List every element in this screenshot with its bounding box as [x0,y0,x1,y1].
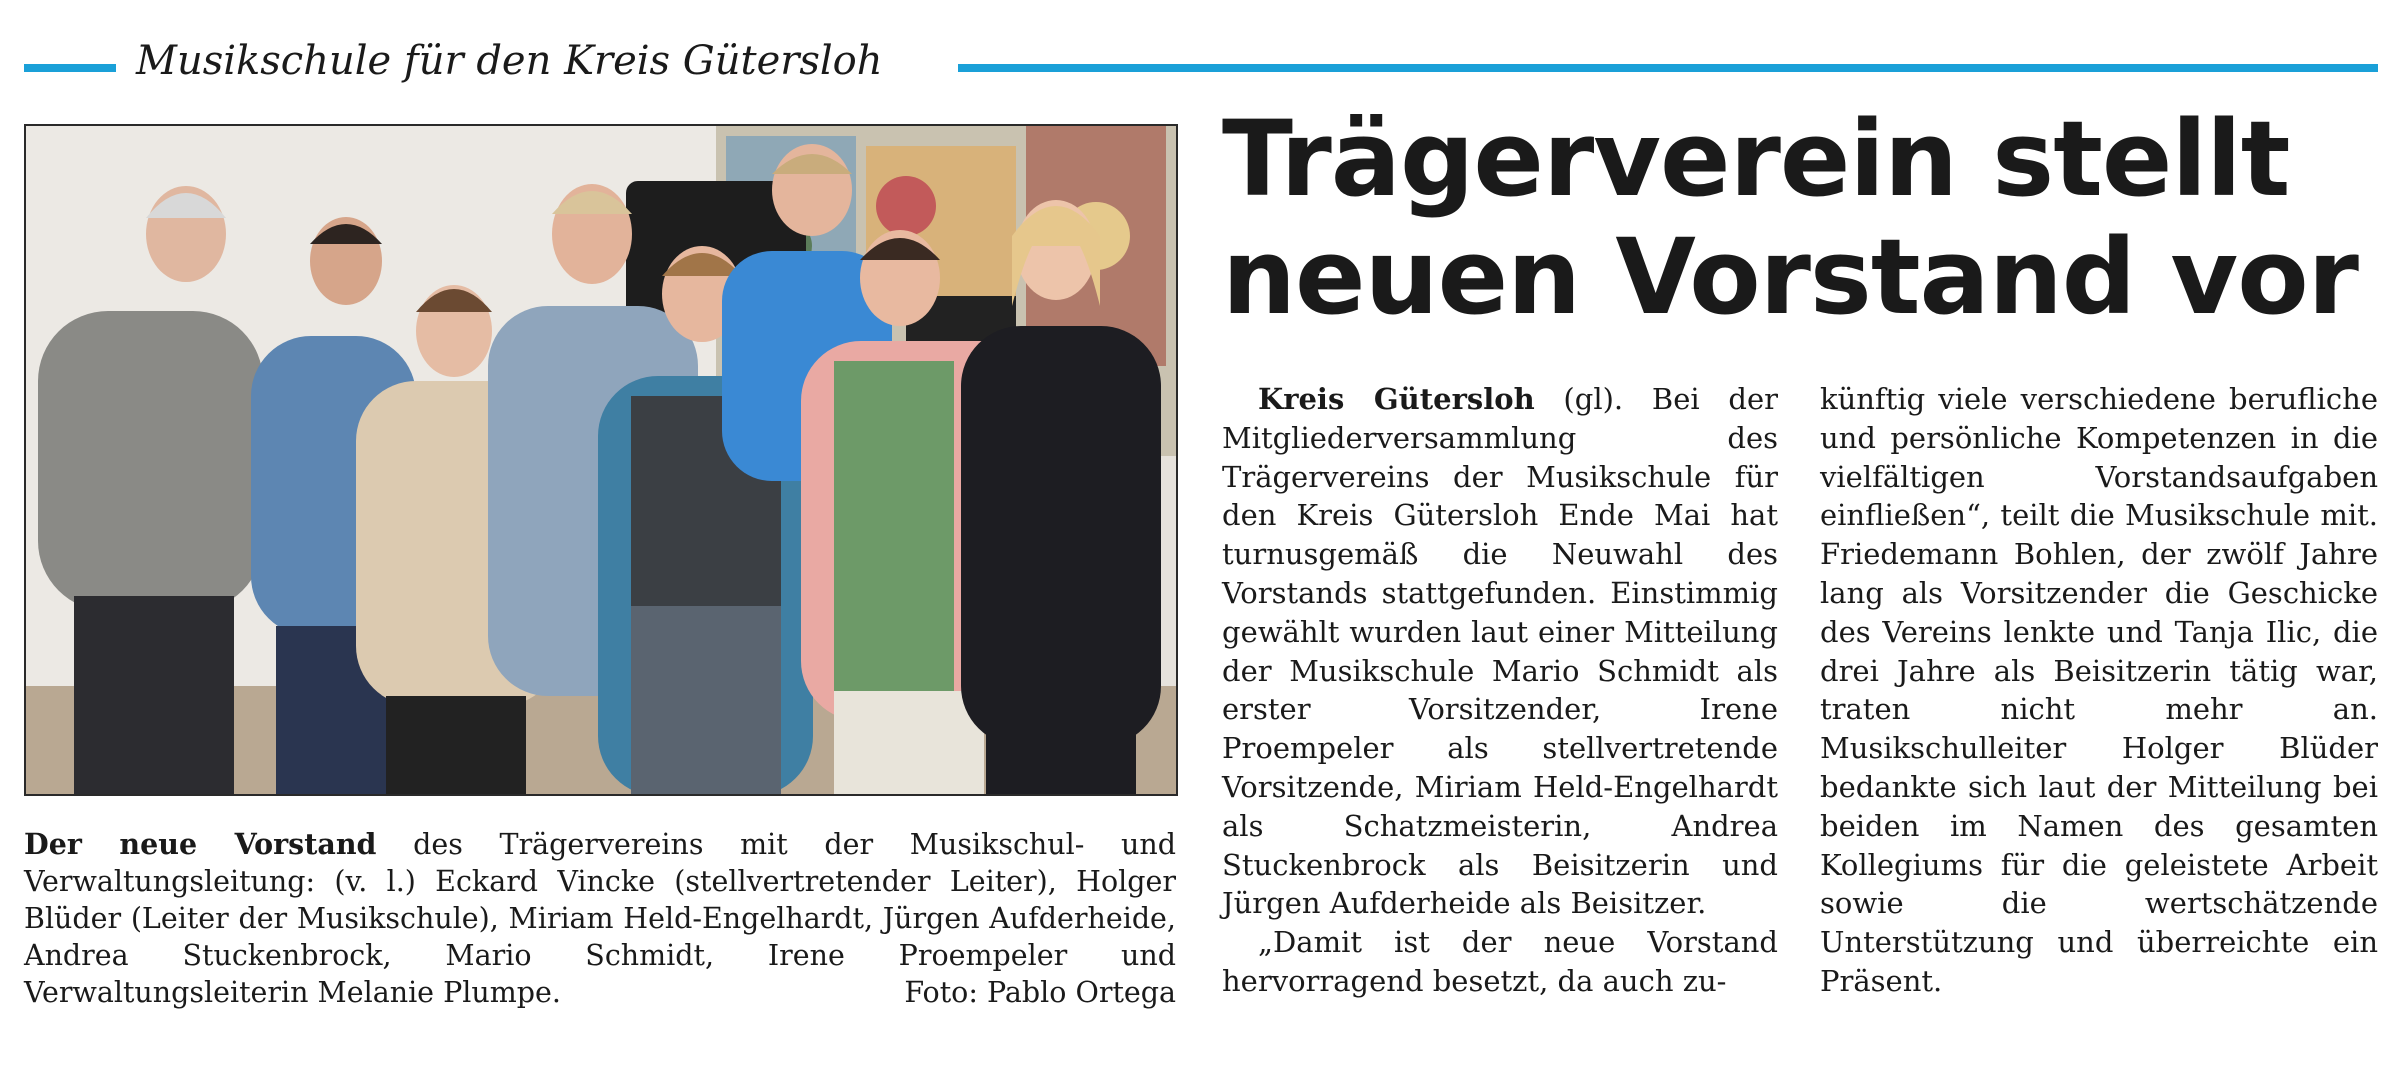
group-photo [24,124,1178,796]
headline-line-1: Trägerverein stellt [1222,98,2290,220]
article-headline [1222,100,2382,336]
photo-caption [24,826,1176,1011]
article-paragraph-2-continued: künftig viele verschiedene berufliche und persönliche Kompetenzen in die vielfältigen Vorstandsaufgaben einfließen“, teilt die Musikschule mit. Friedemann Bohlen, der zwölf Jahre lang als Vorsitzender die Geschicke des Vereins lenkte und Tanja Ilic, die drei Jahre als Beisitzerin tätig war, traten nicht mehr an. Musikschulleiter Holger Blüder bedankte sich laut der Mitteilung bei beiden im Namen des gesamten Kollegiums für die geleistete Arbeit sowie die wertschätzende Unterstützung und überreichte ein Präsent. [1820,382,2378,998]
article-paragraph-1-text: (gl). Bei der Mitgliederversammlung des Trägervereins der Musikschule für den Kreis Gütersloh Ende Mai hat turnusgemäß die Neuwahl des Vorstands stattgefunden. Einstimmig gewählt wurden laut einer Mitteilung der Musikschule Mario Schmidt als erster Vorsitzender, Irene Proempeler als stellvertretende Vorsitzende, Miriam Held-Engelhardt als Schatzmeisterin, Andrea Stuckenbrock als Beisitzerin und Jürgen Aufderheide als Beisitzer. [1222,382,1778,921]
caption-lead: Der neue Vorstand [24,827,377,861]
headline-line-2: neuen Vorstand vor [1222,216,2358,338]
article-paragraph-2-start: „Damit ist der neue Vorstand hervorragend besetzt, da auch zu- [1222,925,1778,998]
article-column-1 [1222,380,1778,1001]
kicker-rule-left [24,64,116,72]
photo-credit: Foto: Pablo Ortega [904,976,1176,1009]
caption-text: des Trägervereins mit der Musikschul- und Verwaltungsleitung: (v. l.) Eckard Vincke (stellvertretender Leiter), Holger Blüder (Leiter der Musikschule), Miriam Held-Engelhardt, Jürgen Aufderheide, Andrea Stuckenbrock, Mario Schmidt, Irene Proempeler und Verwaltungsleiterin Melanie Plumpe. [24,828,1177,1009]
article-column-2 [1820,380,2378,1001]
section-kicker: Musikschule für den Kreis Gütersloh [136,38,883,84]
article-paragraph-1 [1222,380,1778,923]
article-dateline: Kreis Gütersloh [1258,382,1535,416]
kicker-rule-right [958,64,2378,72]
